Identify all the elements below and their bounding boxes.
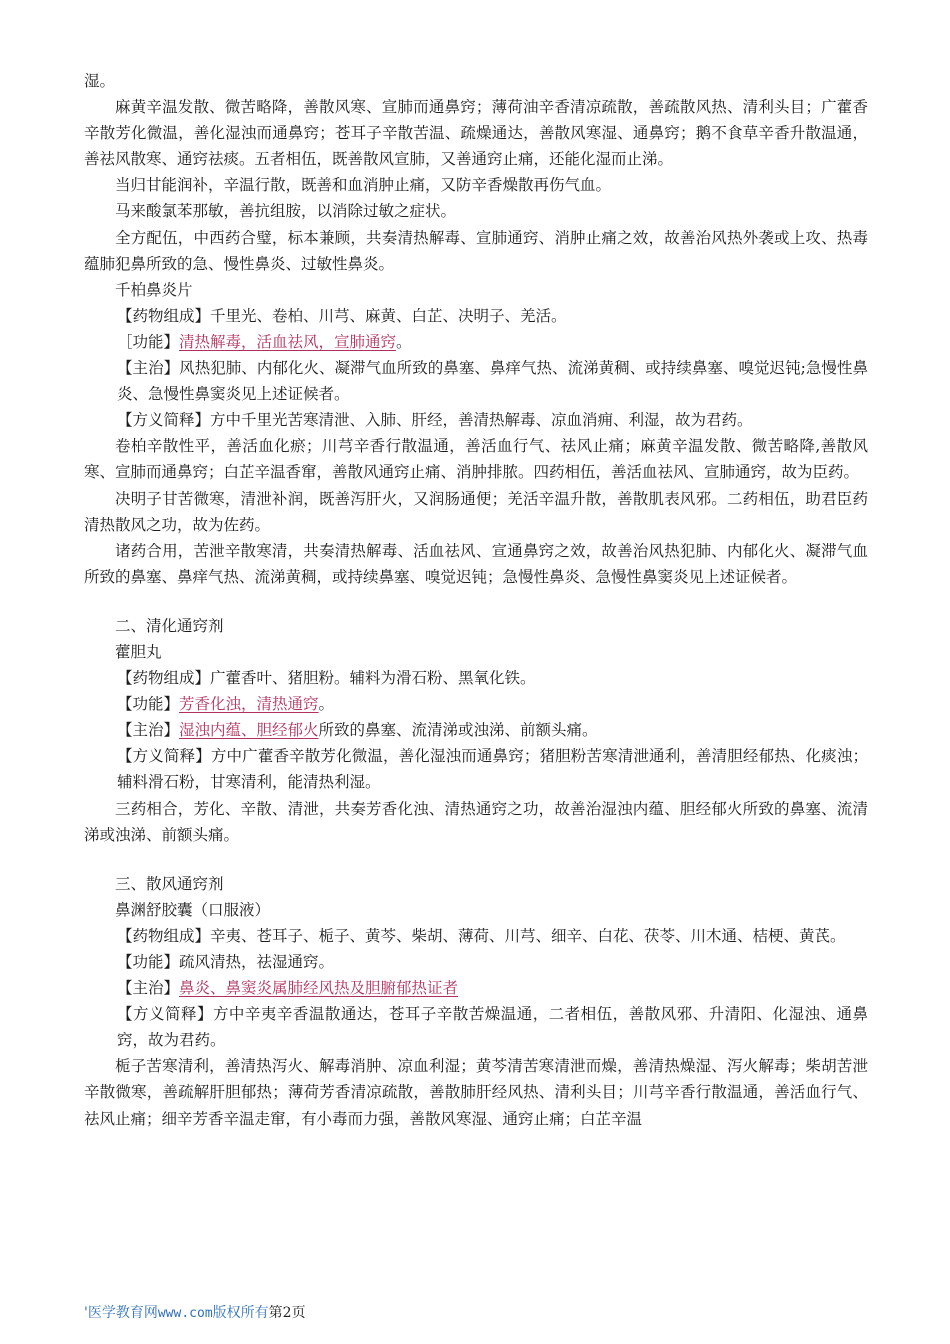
section-label: 【方义简释】 <box>117 747 211 766</box>
document-body <box>84 68 868 1132</box>
section-label: 【药物组成】 <box>117 669 211 688</box>
ingredients-line <box>84 665 868 691</box>
spacer <box>84 848 868 871</box>
prescription-title: 千柏鼻炎片 <box>115 280 193 299</box>
highlighted-link[interactable]: 鼻炎、鼻窦炎属肺经风热及胆腑郁热证者 <box>179 979 459 998</box>
explanation-line <box>84 407 868 433</box>
highlighted-link[interactable]: 芳香化浊，清热通窍 <box>179 695 319 714</box>
prescription-title: 鼻渊舒胶囊（口服液） <box>115 900 271 919</box>
section-label: 【方义简释】 <box>117 411 211 430</box>
paragraph: 诸药合用，苦泄辛散寒清，共奏清热解毒、活血祛风、宣通鼻窍之效，故善治风热犯肺、内郁化火、凝滞气血所致的鼻塞、鼻痒气热、流涕黄稠，或持续鼻塞、嗅觉迟钝；急慢性鼻炎、急慢性鼻窦炎见上述证候者。 <box>84 541 868 586</box>
highlighted-link[interactable]: 湿浊内蕴、胆经郁火 <box>179 721 319 740</box>
footer-mark: ' <box>84 1305 88 1321</box>
ingredients-text: 千里光、卷柏、川芎、麻黄、白芷、决明子、羌活。 <box>210 306 567 325</box>
explanation-text: 方中千里光苦寒清泄、入肺、肝经，善清热解毒、凉血消痈、利湿，故为君药。 <box>210 411 753 430</box>
section-label: 【主治】 <box>117 721 180 740</box>
section-label: 【主治】 <box>117 979 180 998</box>
section-label: 【主治】 <box>117 359 180 378</box>
highlighted-link[interactable]: 清热解毒，活血祛风，宣肺通窍 <box>179 332 397 351</box>
indication-text: 所致的鼻塞、流清涕或浊涕、前额头痛。 <box>318 721 598 740</box>
ingredients-line <box>84 303 868 329</box>
section-label: 【功能】 <box>117 953 180 971</box>
punctuation: 。 <box>396 332 412 351</box>
footer-url-link[interactable]: www.com <box>157 1306 213 1321</box>
explanation-line <box>84 1001 868 1053</box>
explanation-line <box>84 743 868 795</box>
section-label: 【功能】 <box>117 695 180 714</box>
indication-line <box>84 975 868 1001</box>
paragraph: 湿。 <box>84 72 116 90</box>
indication-line <box>84 355 868 407</box>
explanation-text: 方中辛夷辛香温散通达，苍耳子辛散苦燥温通，二者相伍，善散风邪、升清阳、化湿浊、通鼻窍，故为君药。 <box>117 1005 868 1050</box>
ingredients-line <box>84 923 868 949</box>
ingredients-text: 辛夷、苍耳子、栀子、黄芩、柴胡、薄荷、川芎、细辛、白花、茯苓、川木通、桔梗、黄芪。 <box>210 926 846 945</box>
function-line <box>84 691 868 717</box>
indication-text: 风热犯肺、内郁化火、凝滞气血所致的鼻塞、鼻痒气热、流涕黄稠、或持续鼻塞、嗅觉迟钝;急慢性鼻炎、急慢性鼻窦炎见上述证候者。 <box>117 359 868 404</box>
indication-line <box>84 717 868 743</box>
section-heading: 三、散风通窍剂 <box>115 874 224 893</box>
prescription-title: 藿胆丸 <box>115 642 162 661</box>
function-text: 疏风清热，祛湿通窍。 <box>179 953 335 971</box>
paragraph: 三药相合，芳化、辛散、清泄，共奏芳香化浊、清热通窍之功，故善治湿浊内蕴、胆经郁火所致的鼻塞、流清涕或浊涕、前额头痛。 <box>84 799 868 844</box>
paragraph: 当归甘能润补，辛温行散，既善和血消肿止痛，又防辛香燥散再伤气血。 <box>115 176 612 195</box>
punctuation: 。 <box>318 695 335 714</box>
section-label: 【方义简释】 <box>117 1005 213 1024</box>
paragraph: 决明子甘苦微寒，清泄补润，既善泻肝火，又润肠通便；羌活辛温升散，善散肌表风邪。二药相伍，助君臣药清热散风之功，故为佐药。 <box>84 489 868 534</box>
spacer <box>84 590 868 613</box>
page-footer <box>84 1303 306 1324</box>
section-label: ［功能】 <box>117 332 180 351</box>
page-number: 第2页 <box>268 1305 306 1321</box>
paragraph: 卷柏辛散性平，善活血化瘀；川芎辛香行散温通，善活血行气、祛风止痛；麻黄辛温发散、微苦略降,善散风寒、宣肺而通鼻窍；白芷辛温香窜，善散风通窍止痛、消肿排脓。四药相伍，善活血祛风、宣肺通窍，故为臣药。 <box>84 437 868 482</box>
section-label: 【药物组成】 <box>117 306 211 325</box>
footer-site-link[interactable]: 医学教育网 <box>87 1305 158 1321</box>
explanation-text: 方中广藿香辛散芳化微温，善化湿浊而通鼻窍；猪胆粉苦寒清泄通利，善清胆经郁热、化痰浊；辅料滑石粉，甘寒清利，能清热利湿。 <box>117 747 868 792</box>
paragraph: 麻黄辛温发散、微苦略降，善散风寒、宣肺而通鼻窍；薄荷油辛香清凉疏散，善疏散风热、清利头目；广藿香辛散芳化微温，善化湿浊而通鼻窍；苍耳子辛散苦温、疏燥通达，善散风寒湿、通鼻窍；鹅不食草辛香升散温通，善祛风散寒、通窍祛痰。五者相伍，既善散风宣肺，又善通窍止痛，还能化湿而止涕。 <box>84 98 868 169</box>
paragraph: 栀子苦寒清利，善清热泻火、解毒消肿、凉血利湿；黄芩清苦寒清泄而燥，善清热燥湿、泻火解毒；柴胡苦泄辛散微寒，善疏解肝胆郁热；薄荷芳香清凉疏散，善散肺肝经风热、清利头目；川芎辛香行散温通，善活血行气、祛风止痛；细辛芳香辛温走窜，有小毒而力强，善散风寒湿、通窍止痛；白芷辛温 <box>84 1057 868 1128</box>
paragraph: 全方配伍，中西药合璧，标本兼顾，共奏清热解毒、宣肺通窍、消肿止痛之效，故善治风热外袭或上攻、热毒蕴肺犯鼻所致的急、慢性鼻炎、过敏性鼻炎。 <box>84 228 868 273</box>
section-heading: 二、清化通窍剂 <box>115 616 224 635</box>
function-line <box>84 329 868 355</box>
footer-rights: 版权所有 <box>212 1305 269 1321</box>
section-label: 【药物组成】 <box>117 926 211 945</box>
function-line <box>84 949 868 975</box>
ingredients-text: 广藿香叶、猪胆粉。辅料为滑石粉、黑氧化铁。 <box>210 669 536 688</box>
paragraph: 马来酸氯苯那敏，善抗组胺，以消除过敏之症状。 <box>115 202 457 221</box>
